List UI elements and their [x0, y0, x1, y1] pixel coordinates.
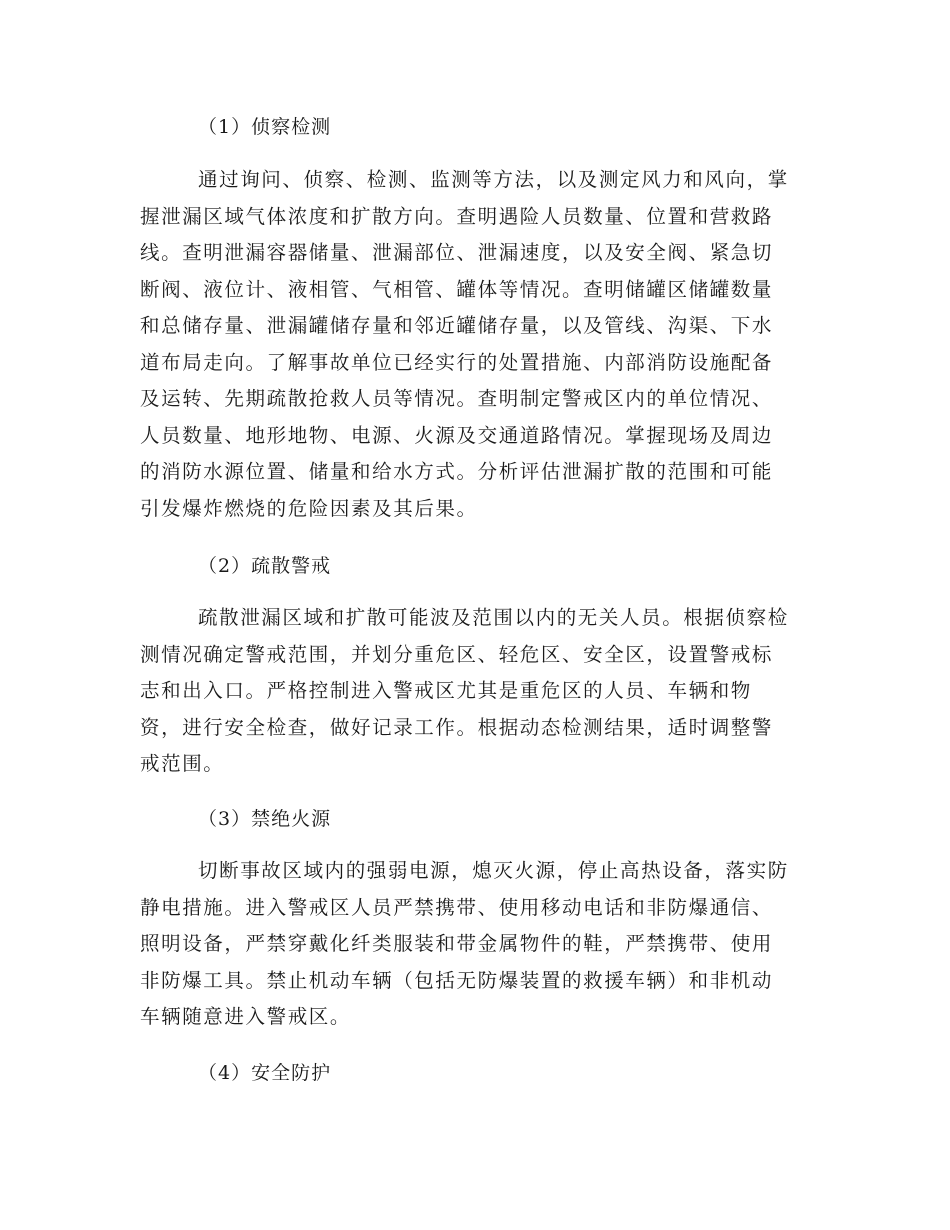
paragraph-line: 道布局走向。了解事故单位已经实行的处置措施、内部消防设施配备 [140, 350, 774, 374]
section-heading-fire-source: （3）禁绝火源 [198, 808, 332, 830]
section-body-fire-source [140, 853, 805, 1036]
paragraph-line: 的消防水源位置、储量和给水方式。分析评估泄漏扩散的范围和可能 [140, 460, 774, 483]
paragraph-line: 资，进行安全检查，做好记录工作。根据动态检测结果，适时调整警 [140, 715, 774, 739]
paragraph-line: 车辆随意进入警戒区。 [140, 1005, 352, 1028]
section-heading-reconnaissance: （1）侦察检测 [198, 116, 332, 138]
paragraph-line: 切断事故区域内的强弱电源，熄灭火源，停止高热设备，落实防 [198, 859, 789, 882]
paragraph-line: 非防爆工具。禁止机动车辆（包括无防爆装置的救援车辆）和非机动 [140, 968, 774, 992]
paragraph-line: 和总储存量、泄漏罐储存量和邻近罐储存量，以及管线、沟渠、下水 [140, 314, 774, 337]
paragraph-line: 志和出入口。严格控制进入警戒区尤其是重危区的人员、车辆和物 [140, 679, 752, 702]
paragraph-line: 及运转、先期疏散抢救人员等情况。查明制定警戒区内的单位情况、 [140, 387, 774, 410]
paragraph-line: 静电措施。进入警戒区人员严禁携带、使用移动电话和非防爆通信、 [140, 895, 774, 919]
paragraph-line: 引发爆炸燃烧的危险因素及其后果。 [140, 496, 478, 520]
paragraph-line: 照明设备，严禁穿戴化纤类服装和带金属物件的鞋，严禁携带、使用 [140, 932, 774, 955]
paragraph-line: 人员数量、地形地物、电源、火源及交通道路情况。掌握现场及周边 [140, 423, 774, 447]
paragraph-line: 通过询问、侦察、检测、监测等方法，以及测定风力和风向，掌 [198, 168, 789, 191]
paragraph-line: 测情况确定警戒范围，并划分重危区、轻危区、安全区，设置警戒标 [140, 642, 774, 666]
paragraph-line: 断阀、液位计、液相管、气相管、罐体等情况。查明储罐区储罐数量 [140, 277, 774, 301]
section-body-evacuation [140, 600, 805, 783]
paragraph-line: 疏散泄漏区域和扩散可能波及范围以内的无关人员。根据侦察检 [198, 606, 789, 629]
section-heading-safety-protection: （4）安全防护 [198, 1062, 332, 1084]
section-body-reconnaissance [140, 162, 805, 527]
section-heading-evacuation: （2）疏散警戒 [198, 555, 332, 577]
paragraph-line: 握泄漏区域气体浓度和扩散方向。查明遇险人员数量、位置和营救路 [140, 204, 774, 228]
paragraph-line: 戒范围。 [140, 752, 225, 775]
paragraph-line: 线。查明泄漏容器储量、泄漏部位、泄漏速度，以及安全阀、紧急切 [140, 241, 774, 264]
